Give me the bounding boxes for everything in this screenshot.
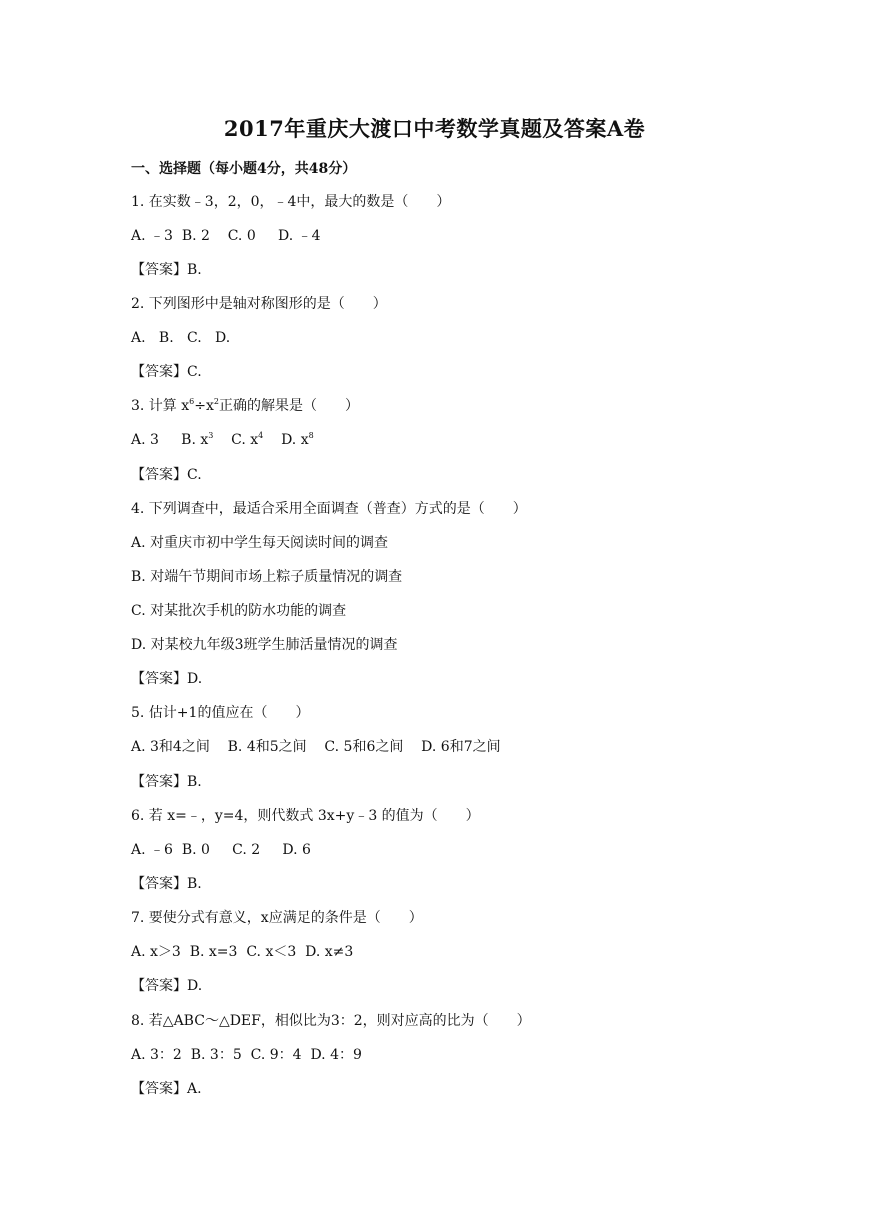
q3-text-pre: 3. 计算 x [131,398,190,414]
question-8-answer: 【答案】A. [131,1081,202,1097]
question-3-options [131,430,314,450]
question-4-option-c: C. 对某批次手机的防水功能的调查 [131,603,347,619]
question-5-options: A. 3和4之间 B. 4和5之间 C. 5和6之间 D. 6和7之间 [131,739,501,755]
question-5-answer: 【答案】B. [131,774,202,790]
question-6-answer: 【答案】B. [131,876,202,892]
q3-opt-d: D. x [263,432,309,448]
question-6: 6. 若 x=﹣，y=4，则代数式 3x+y﹣3 的值为（ ） [131,808,480,824]
question-8-options: A. 3：2 B. 3：5 C. 9：4 D. 4：9 [131,1047,362,1063]
q3-opt-d-exp: 8 [308,431,314,440]
question-4-option-b: B. 对端午节期间市场上粽子质量情况的调查 [131,569,403,585]
question-3-answer: 【答案】C. [131,467,202,483]
section-heading: 一、选择题（每小题4分，共48分） [131,161,357,177]
question-4-answer: 【答案】D. [131,671,203,687]
question-7: 7. 要使分式有意义，x应满足的条件是（ ） [131,910,423,926]
q3-opt-c: C. x [213,432,259,448]
q3-text-mid: ÷x [194,398,214,414]
question-2: 2. 下列图形中是轴对称图形的是（ ） [131,296,387,312]
q3-exponent-1: 6 [189,397,195,406]
question-8: 8. 若△ABC～△DEF，相似比为3：2，则对应高的比为（ ） [131,1013,531,1029]
question-1-answer: 【答案】B. [131,262,202,278]
question-4-option-d: D. 对某校九年级3班学生肺活量情况的调查 [131,637,398,653]
q3-opt-a: A. 3 B. x [131,432,209,448]
q3-opt-b-exp: 3 [208,431,214,440]
question-6-options: A. ﹣6 B. 0 C. 2 D. 6 [131,842,311,858]
question-4-option-a: A. 对重庆市初中学生每天阅读时间的调查 [131,535,389,551]
question-7-answer: 【答案】D. [131,978,203,994]
question-7-options: A. x＞3 B. x=3 C. x＜3 D. x≠3 [131,944,354,960]
question-1: 1. 在实数﹣3，2，0，﹣4中，最大的数是（ ） [131,194,451,210]
question-5: 5. 估计+1的值应在（ ） [131,705,310,721]
question-3 [131,396,359,416]
document-title: 2017年重庆大渡口中考数学真题及答案A卷 [223,116,646,141]
question-4: 4. 下列调查中，最适合采用全面调查（普查）方式的是（ ） [131,501,527,517]
question-1-options: A. ﹣3 B. 2 C. 0 D. ﹣4 [131,228,321,244]
question-2-answer: 【答案】C. [131,364,202,380]
q3-opt-c-exp: 4 [258,431,264,440]
q3-exponent-2: 2 [213,397,219,406]
q3-text-post: 正确的解果是（ ） [218,398,359,414]
question-2-options: A. B. C. D. [131,330,231,346]
